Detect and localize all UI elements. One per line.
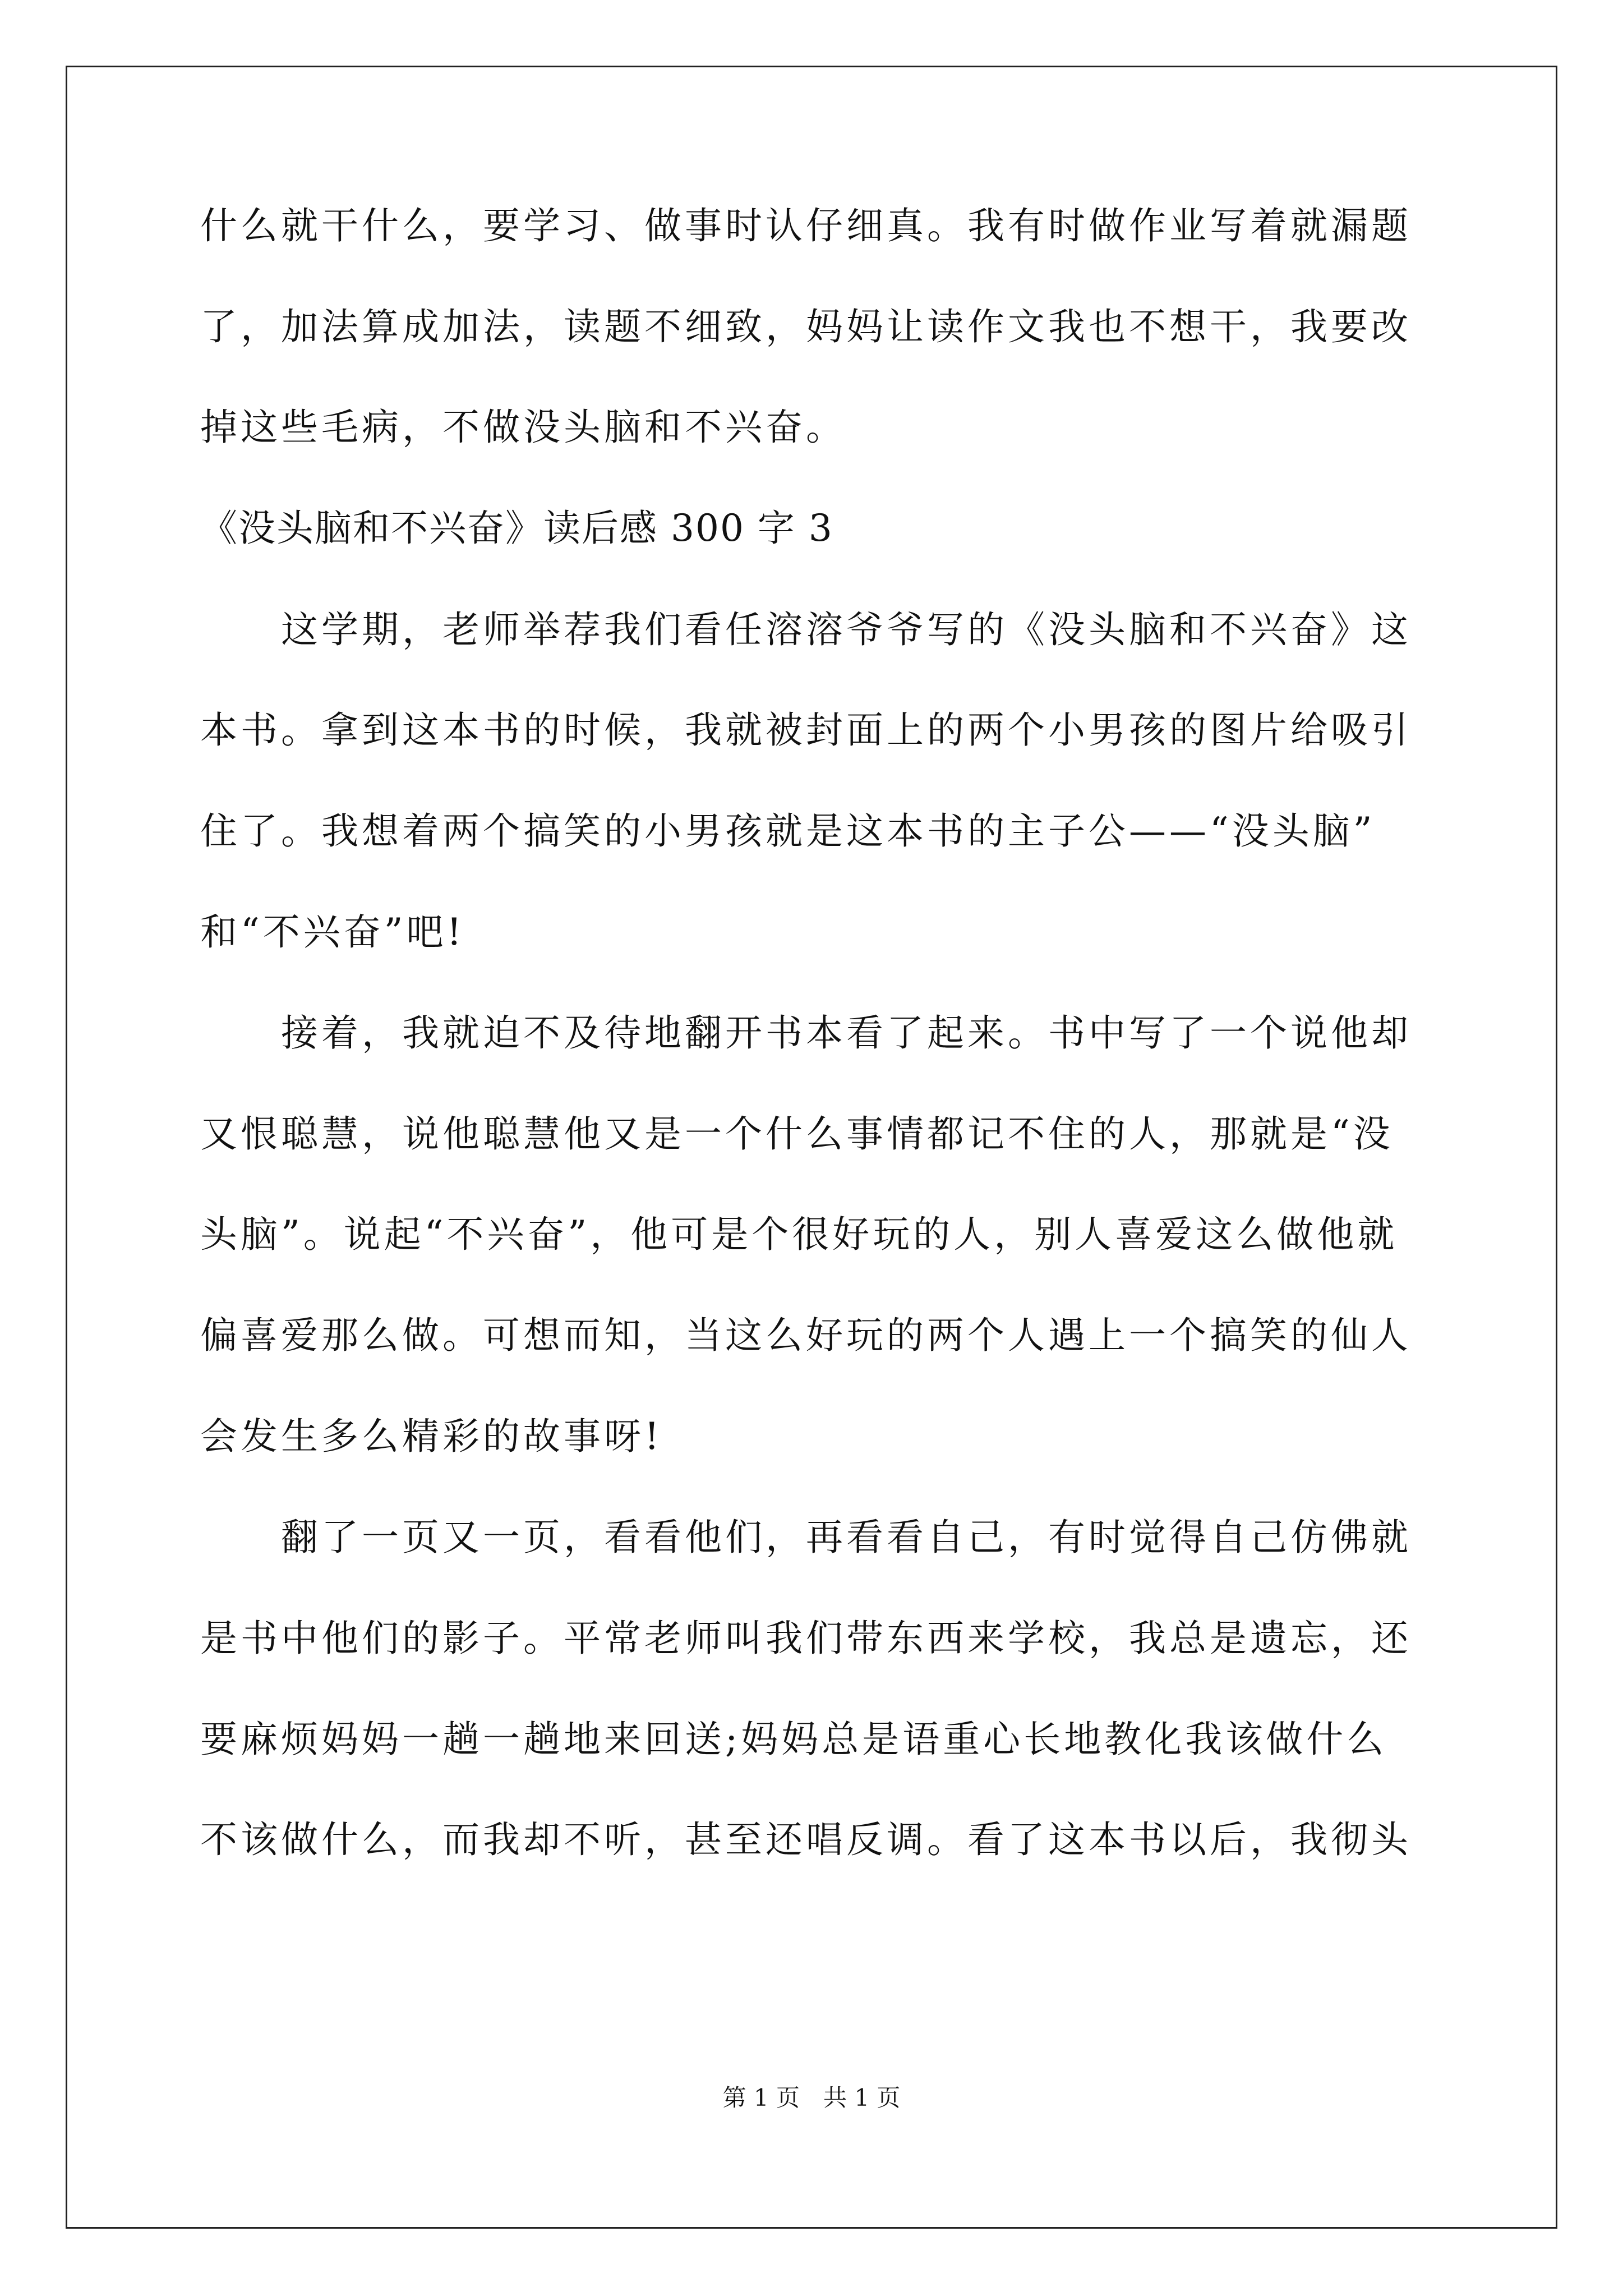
text-line: 掉这些毛病，不做没头脑和不兴奋。 — [200, 406, 846, 449]
text-line: 偏喜爱那么做。可想而知，当这么好玩的两个人遇上一个搞笑的仙人 — [200, 1314, 1412, 1357]
text-line: 本书。拿到这本书的时候，我就被封面上的两个小男孩的图片给吸引 — [200, 708, 1412, 752]
text-line: 不该做什么，而我却不听，甚至还唱反调。看了这本书以后，我彻头 — [200, 1818, 1412, 1861]
page-footer: 第 1 页 共 1 页 — [722, 2084, 901, 2111]
text-line: 和“不兴奋”吧! — [200, 910, 465, 954]
text-line: 接着，我就迫不及待地翻开书本看了起来。书中写了一个说他却 — [200, 1011, 1412, 1055]
text-line: 头脑”。说起“不兴奋”，他可是个很好玩的人，别人喜爱这么做他就 — [200, 1213, 1398, 1256]
text-line: 又恨聪慧，说他聪慧他又是一个什么事情都记不住的人，那就是“没 — [200, 1112, 1394, 1156]
text-line: 会发生多么精彩的故事呀! — [200, 1415, 663, 1458]
text-line: 要麻烦妈妈一趟一趟地来回送;妈妈总是语重心长地教化我该做什么 — [200, 1718, 1387, 1761]
text-line: 什么就干什么，要学习、做事时认仔细真。我有时做作业写着就漏题 — [200, 204, 1412, 247]
section-heading: 《没头脑和不兴奋》读后感 300 字 3 — [200, 507, 833, 550]
text-line: 住了。我想着两个搞笑的小男孩就是这本书的主子公——“没头脑” — [200, 809, 1376, 853]
text-line: 翻了一页又一页，看看他们，再看看自己，有时觉得自己仿佛就 — [200, 1516, 1412, 1559]
text-line: 这学期，老师举荐我们看任溶溶爷爷写的《没头脑和不兴奋》这 — [200, 608, 1412, 651]
text-line: 了，加法算成加法，读题不细致，妈妈让读作文我也不想干，我要改 — [200, 305, 1412, 348]
text-line: 是书中他们的影子。平常老师叫我们带东西来学校，我总是遗忘，还 — [200, 1617, 1412, 1660]
